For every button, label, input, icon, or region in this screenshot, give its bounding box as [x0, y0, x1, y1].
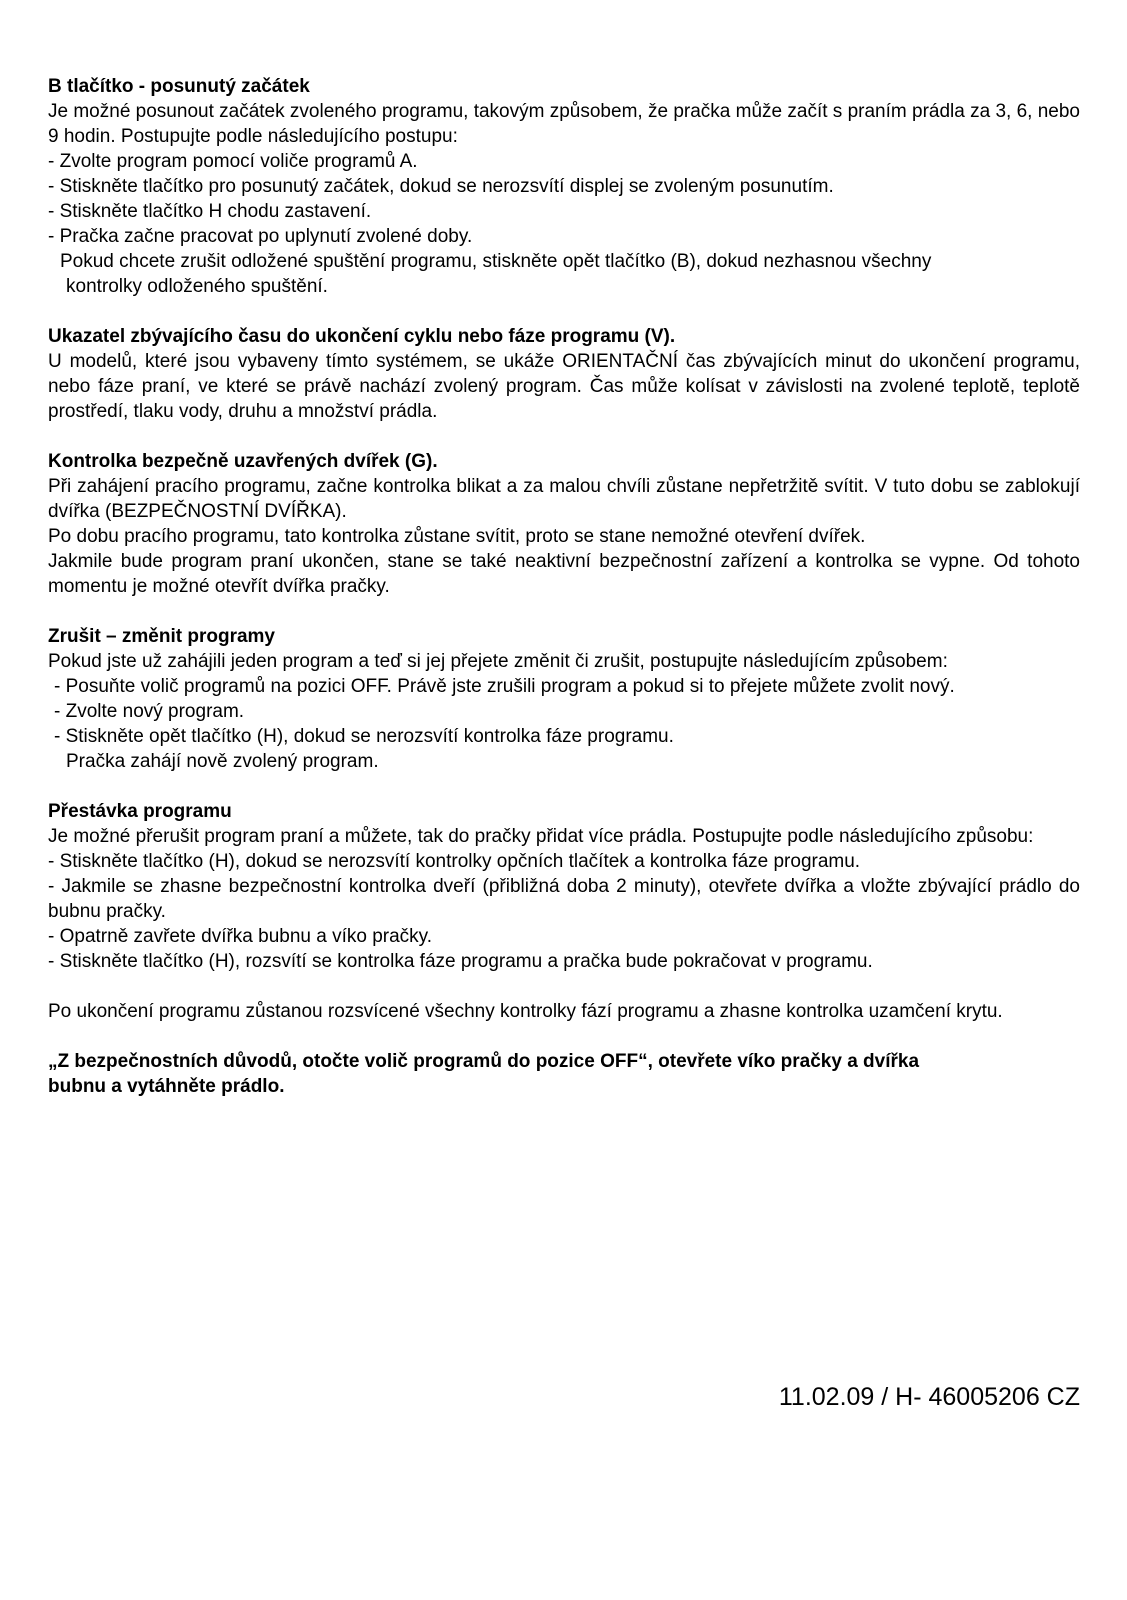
- paragraph: Po dobu pracího programu, tato kontrolka zůstane svítit, proto se stane nemožné otevření dvířek.: [48, 526, 866, 547]
- step-line: - Posuňte volič programů na pozici OFF. Právě jste zrušili program a pokud si to přejete můžete zvolit nový.: [54, 676, 955, 697]
- note-line: kontrolky odloženého spuštění.: [66, 276, 328, 297]
- paragraph: - Stiskněte tlačítko (H), rozsvítí se kontrolka fáze programu a pračka bude pokračovat v programu.: [48, 951, 873, 972]
- section-door-lock: [48, 449, 1080, 599]
- section-heading: Kontrolka bezpečně uzavřených dvířek (G).: [48, 451, 438, 472]
- step-line: - Stiskněte tlačítko pro posunutý začátek, dokud se nerozsvítí displej se zvoleným posunutím.: [48, 176, 834, 197]
- paragraph: Jakmile bude program praní ukončen, stane se také neaktivní bezpečnostní zařízení a kontrolka se vypne. Od tohoto momentu je možné otevřít dvířka pračky.: [48, 551, 1080, 597]
- step-line: - Stiskněte opět tlačítko (H), dokud se nerozsvítí kontrolka fáze programu.: [54, 726, 674, 747]
- warning-line: „Z bezpečnostních důvodů, otočte volič programů do pozice OFF“, otevřete víko pračky a dvířka: [48, 1051, 920, 1072]
- section-remaining-time: [48, 324, 1080, 424]
- paragraph: Je možné přerušit program praní a můžete, tak do pračky přidat více prádla. Postupujte podle následujícího způsobu:: [48, 826, 1034, 847]
- step-line: - Pračka začne pracovat po uplynutí zvolené doby.: [48, 226, 473, 247]
- section-intro: Pokud jste už zahájili jeden program a teď si jej přejete změnit či zrušit, postupujte následujícím způsobem:: [48, 651, 948, 672]
- step-line: - Stiskněte tlačítko H chodu zastavení.: [48, 201, 372, 222]
- section-closing: [48, 999, 1080, 1024]
- section-delayed-start: [48, 74, 1080, 299]
- section-heading: Ukazatel zbývajícího času do ukončení cyklu nebo fáze programu (V).: [48, 326, 676, 347]
- closing-paragraph: Po ukončení programu zůstanou rozsvícené všechny kontrolky fází programu a zhasne kontrolka uzamčení krytu.: [48, 1001, 1003, 1022]
- section-intro: Je možné posunout začátek zvoleného programu, takovým způsobem, že pračka může začít s praním prádla za 3, 6, nebo 9 hodin. Postupujte podle následujícího postupu:: [48, 101, 1080, 147]
- document-page: [48, 74, 1080, 1124]
- paragraph: - Opatrně zavřete dvířka bubnu a víko pračky.: [48, 926, 433, 947]
- section-program-pause: [48, 799, 1080, 974]
- safety-warning: [48, 1049, 1080, 1099]
- section-cancel-change: [48, 624, 1080, 774]
- section-heading: Přestávka programu: [48, 801, 232, 822]
- document-code-footer: 11.02.09 / H- 46005206 CZ: [778, 1383, 1080, 1411]
- paragraph: - Stiskněte tlačítko (H), dokud se nerozsvítí kontrolky opčních tlačítek a kontrolka fáze programu.: [48, 851, 861, 872]
- step-line: - Zvolte nový program.: [54, 701, 245, 722]
- section-heading: B tlačítko - posunutý začátek: [48, 76, 310, 97]
- step-line: - Zvolte program pomocí voliče programů A.: [48, 151, 418, 172]
- note-line: Pokud chcete zrušit odložené spuštění programu, stiskněte opět tlačítko (B), dokud nezhasnou všechny: [60, 251, 932, 272]
- note-line: Pračka zahájí nově zvolený program.: [66, 751, 379, 772]
- paragraph: - Jakmile se zhasne bezpečnostní kontrolka dveří (přibližná doba 2 minuty), otevřete dvířka a vložte zbývající prádlo do bubnu pračky.: [48, 876, 1080, 922]
- paragraph: Při zahájení pracího programu, začne kontrolka blikat a za malou chvíli zůstane nepřetržitě svítit. V tuto dobu se zablokují dvířka (BEZPEČNOSTNÍ DVÍŘKA).: [48, 476, 1080, 522]
- section-heading: Zrušit – změnit programy: [48, 626, 275, 647]
- warning-line: bubnu a vytáhněte prádlo.: [48, 1076, 285, 1097]
- section-intro: U modelů, které jsou vybaveny tímto systémem, se ukáže ORIENTAČNÍ čas zbývajících minut do ukončení programu, nebo fáze praní, ve které se právě nachází zvolený program. Čas může kolísat v závislosti na zvolené teplotě, teplotě prostředí, tlaku vody, druhu a množství prádla.: [48, 351, 1080, 422]
